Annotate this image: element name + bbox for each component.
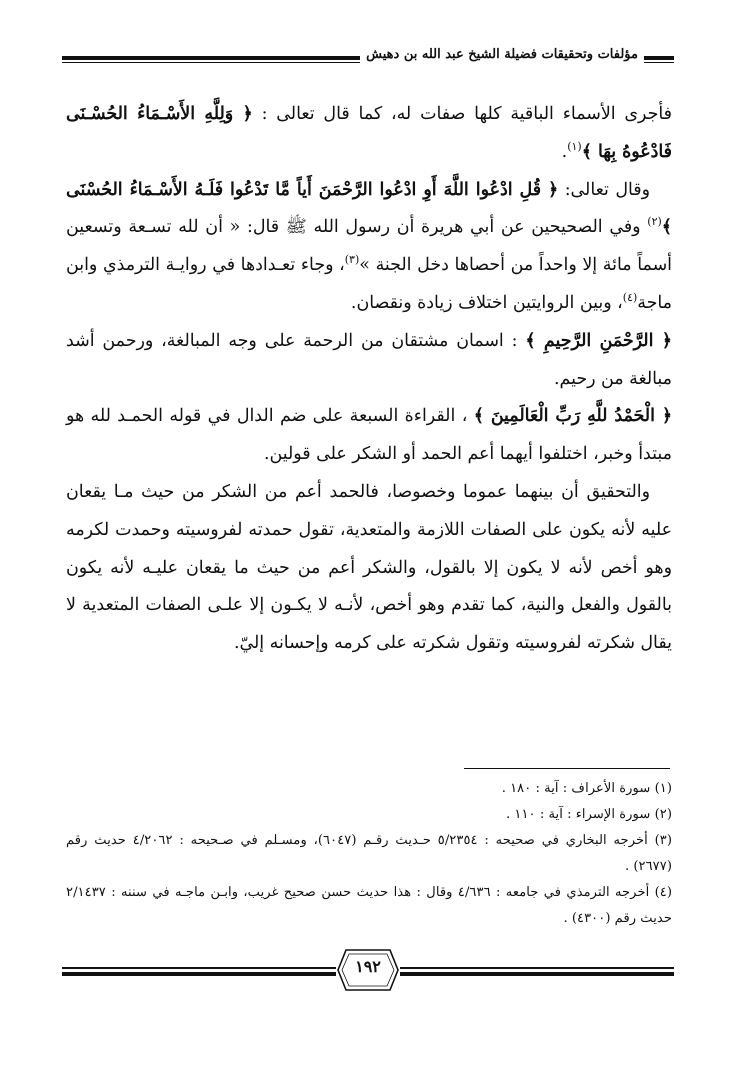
quran-verse-2: ﴿ قُلِ ادْعُوا اللَّهَ أَوِ ادْعُوا الرَّحْمَنَ أَياً مَّا تَدْعُوا فَلَـهُ الأَسْـمَاءُ الحُسْنَى ﴾ — [66, 179, 672, 238]
paragraph-2-end: ، وبين الروايتين اختلاف زيادة ونقصان. — [350, 292, 623, 313]
paragraph-5-text: والتحقيق أن بينهما عموما وخصوصا، فالحمد أعم من الشكر من حيث مـا يقعان عليه لأنه يكون على الصفات اللازمة والمتعدية، تقول حمدته لفروسيته وحمدت لكرمه وهو أخص لأنه لا يكون إلا بالقول، والشكر أعم من حيث ما يقعان عليـه لأنه يكون بالقول والفعل والنية، كما تقدم وهو أخص، لأنـه لا يكـون إلا علـى الصفات المتعدية لا يقال شكرته لفروسيته وتقول شكرته على كرمه وإحسانه إليّ. — [66, 481, 672, 654]
paragraph-5 — [66, 474, 672, 663]
footnote-marker-2[interactable]: (٢) — [647, 215, 662, 229]
paragraph-2-text: وقال تعالى: — [558, 179, 650, 200]
footnote-marker-1[interactable]: (١) — [567, 140, 582, 153]
paragraph-2-hadith: وفي الصحيحين عن أبي هريرة أن رسول الله ﷺ قال: « أن لله تسـعة وتسعين أسماً مائة إلا واحداً من أحصاها دخل الجنة » — [66, 217, 673, 276]
page-number-badge — [336, 944, 400, 996]
paragraph-1-text: فأجرى الأسماء الباقية كلها صفات له، كما قال تعالى : — [252, 104, 672, 124]
footnote-marker-3[interactable]: (٣) — [344, 253, 360, 267]
quran-verse-3: ﴿ الرَّحْمَنِ الرَّحِيمِ ﴾ — [525, 330, 672, 351]
paragraph-1 — [66, 96, 672, 172]
paragraph-2-continued: ، وجاء تعـدادها في روايـة الترمذي وابن ماجة — [66, 255, 672, 313]
header-title: مؤلفات وتحقيقات فضيلة الشيخ عبد الله بن دهيش — [360, 44, 644, 66]
running-header — [62, 44, 674, 66]
page-number: ١٩٢ — [355, 957, 381, 976]
paragraph-4 — [66, 398, 672, 474]
footnote-2: (٢) سورة الإسراء : آية : ١١٠ . — [506, 807, 672, 822]
quran-verse-1: ﴿ وَلِلَّهِ الأَسْـمَاءُ الحُسْـنَى فَادْعُوهُ بِهَا ﴾ — [66, 104, 672, 162]
paragraph-3 — [66, 323, 672, 399]
paragraph-2 — [66, 172, 672, 323]
quran-verse-4: ﴿ الْحَمْدُ للَّهِ رَبِّ الْعَالَمِينَ ﴾ — [473, 406, 673, 427]
footnote-4: (٤) أخرجه الترمذي في جامعه : ٤/٦٣٦ وقال : هذا حديث حسن صحيح غريب، وابـن ماجـه في سننه : ٢/١٤٣٧ حديث رقم (٤٣٠٠) . — [66, 885, 672, 926]
footnote-3: (٣) أخرجه البخاري في صحيحه : ٥/٢٣٥٤ حـديث رقـم (٦٠٤٧)، ومسـلم في صـحيحه : ٤/٢٠٦٢ حديث رقم (٢٦٧٧) . — [66, 833, 672, 874]
footnotes — [66, 776, 672, 932]
footnote-separator — [464, 768, 670, 769]
paragraph-1-end: . — [561, 141, 568, 162]
footnote-1: (١) سورة الأعراف : آية : ١٨٠ . — [501, 781, 672, 796]
main-text — [66, 96, 672, 663]
paragraph-4-text: ، القراءة السبعة على ضم الدال في قوله الحمـد لله هو مبتدأ وخبر، اختلفوا أيهما أعم الحمد أو الشكر على قولين. — [66, 406, 672, 465]
footnote-marker-4[interactable]: (٤) — [622, 291, 638, 305]
paragraph-3-text: : اسمان مشتقان من الرحمة على وجه المبالغة، ورحمن أشد مبالغة من رحيم. — [66, 330, 672, 389]
